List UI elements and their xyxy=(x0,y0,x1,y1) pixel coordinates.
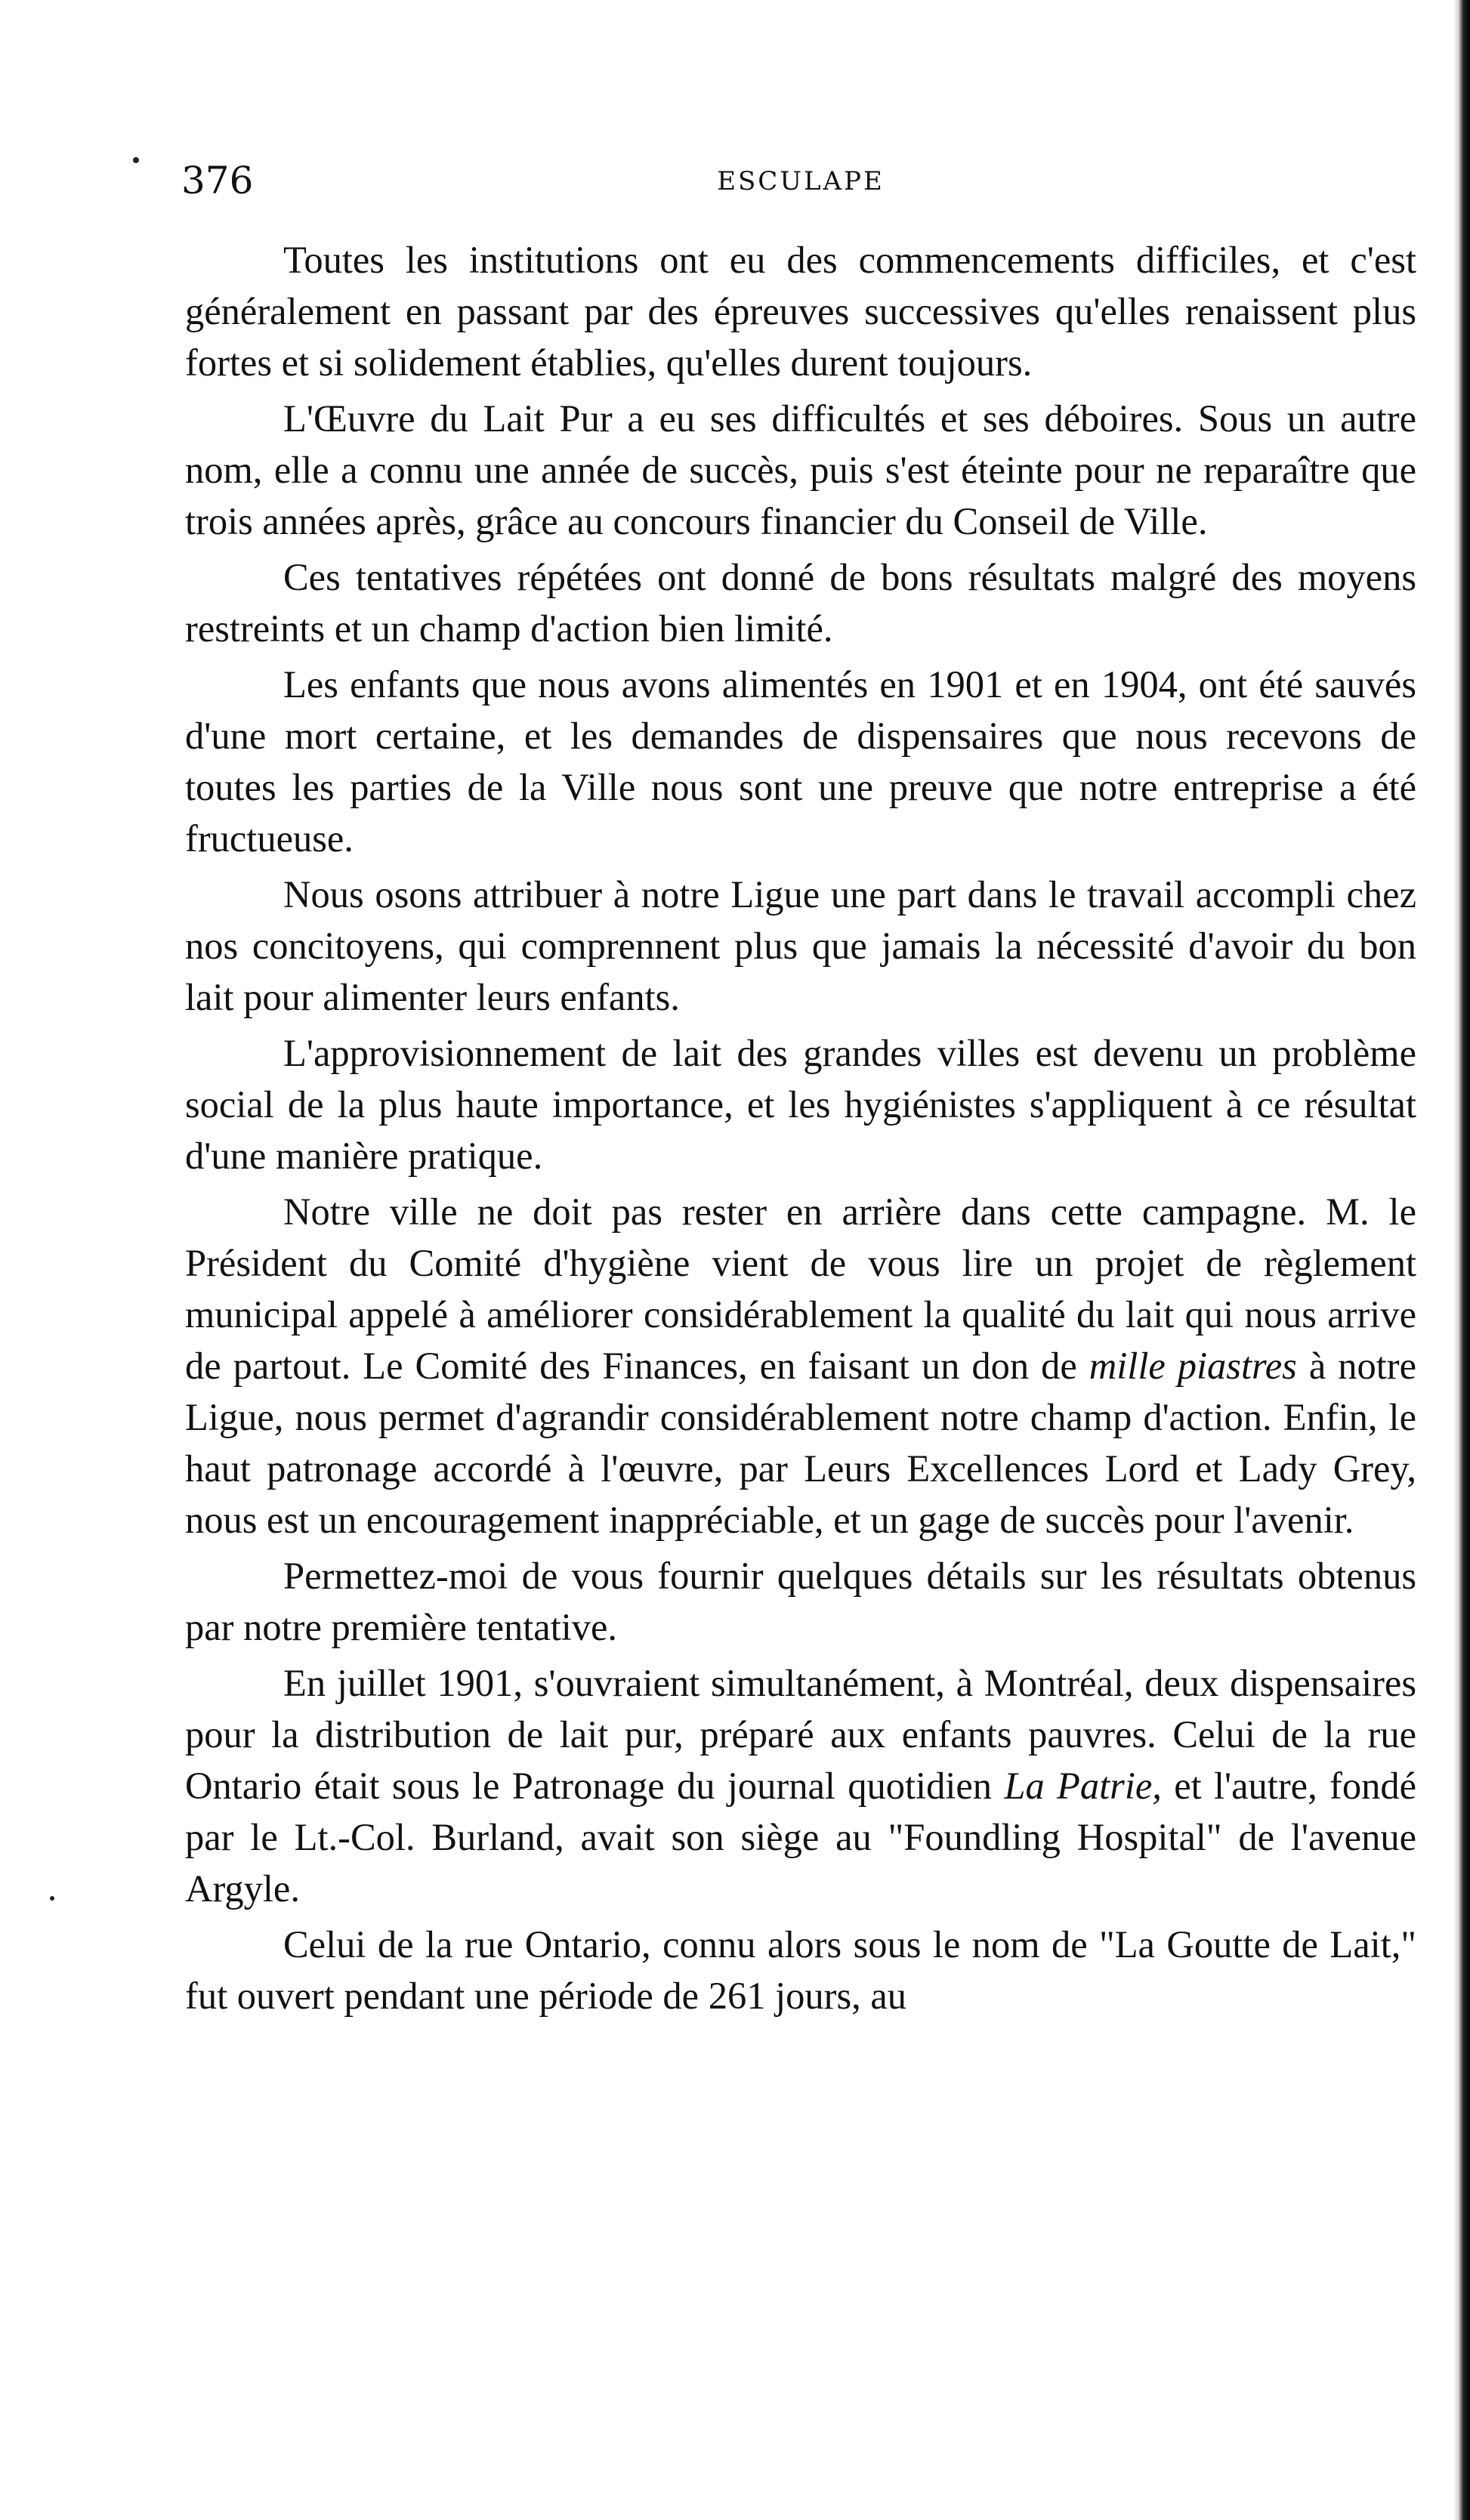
paragraph-9-text-before: En juillet 1901, s'ouvraient simultanément, à Montréal, deux dispensaires pour la distribution de lait pur, préparé aux enfants pauvres. Celui de la rue Ontario était sous le Patronage du journal quotidien xyxy=(185,1662,1416,1807)
running-head: ESCULAPE xyxy=(717,166,885,196)
paragraph-7-italic: mille piastres xyxy=(1089,1345,1297,1387)
paragraph-9-italic: La Patrie, xyxy=(1004,1765,1162,1807)
page-binding-edge xyxy=(1453,0,1470,2520)
paragraph-4: Les enfants que nous avons alimentés en 1901 et en 1904, ont été sauvés d'une mort certaine, et les demandes de dispensaires que nous recevons de toutes les parties de la Ville nous sont une preuve que notre entreprise a été fructueuse. xyxy=(185,663,1416,860)
paragraph-7-text-before: Notre ville ne doit pas rester en arrière dans cette campagne. M. le Président du Comité d'hygiène vient de vous lire un projet de règlement municipal appelé à améliorer considérablement la qualité du lait qui nous arrive de partout. Le Comité des Finances, en faisant un don de xyxy=(185,1191,1416,1387)
print-speck xyxy=(50,1896,54,1901)
paragraph-9 xyxy=(185,1657,1416,1914)
paragraph-7-text-after: à notre Ligue, nous permet d'agrandir considérablement notre champ d'action. Enfin, le haut patronage accordé à l'œuvre, par Leurs Excellences Lord et Lady Grey, nous est un encouragement inappréciable, et un gage de succès pour l'avenir. xyxy=(185,1345,1416,1541)
paragraph-2: L'Œuvre du Lait Pur a eu ses difficultés et ses déboires. Sous un autre nom, elle a connu une année de succès, puis s'est éteinte pour ne reparaître que trois années après, grâce au concours financier du Conseil de Ville. xyxy=(185,397,1416,542)
paragraph-6: L'approvisionnement de lait des grandes villes est devenu un problème social de la plus haute importance, et les hygiénistes s'appliquent à ce résultat d'une manière pratique. xyxy=(185,1032,1416,1177)
paragraph-9-text-after: et l'autre, fondé par le Lt.-Col. Burland, avait son siège au "Foundling Hospital" de l'avenue Argyle. xyxy=(185,1765,1417,1910)
paragraph-7 xyxy=(185,1186,1416,1546)
paragraph-1: Toutes les institutions ont eu des commencements difficiles, et c'est généralement en passant par des épreuves successives qu'elles renaissent plus fortes et si solidement établies, qu'elles durent toujours. xyxy=(185,239,1416,384)
paragraph-5: Nous osons attribuer à notre Ligue une part dans le travail accompli chez nos concitoyens, qui comprennent plus que jamais la nécessité d'avoir du bon lait pour alimenter leurs enfants. xyxy=(185,873,1416,1018)
paragraph-3: Ces tentatives répétées ont donné de bons résultats malgré des moyens restreints et un champ d'action bien limité. xyxy=(185,556,1416,650)
paragraph-8: Permettez-moi de vous fournir quelques détails sur les résultats obtenus par notre première tentative. xyxy=(185,1555,1416,1648)
print-speck xyxy=(133,157,139,163)
body-text xyxy=(185,234,1416,2026)
page-number: 376 xyxy=(181,159,254,202)
page-header xyxy=(181,159,1420,204)
paragraph-10: Celui de la rue Ontario, connu alors sous le nom de "La Goutte de Lait," fut ouvert pendant une période de 261 jours, au xyxy=(185,1923,1416,2017)
